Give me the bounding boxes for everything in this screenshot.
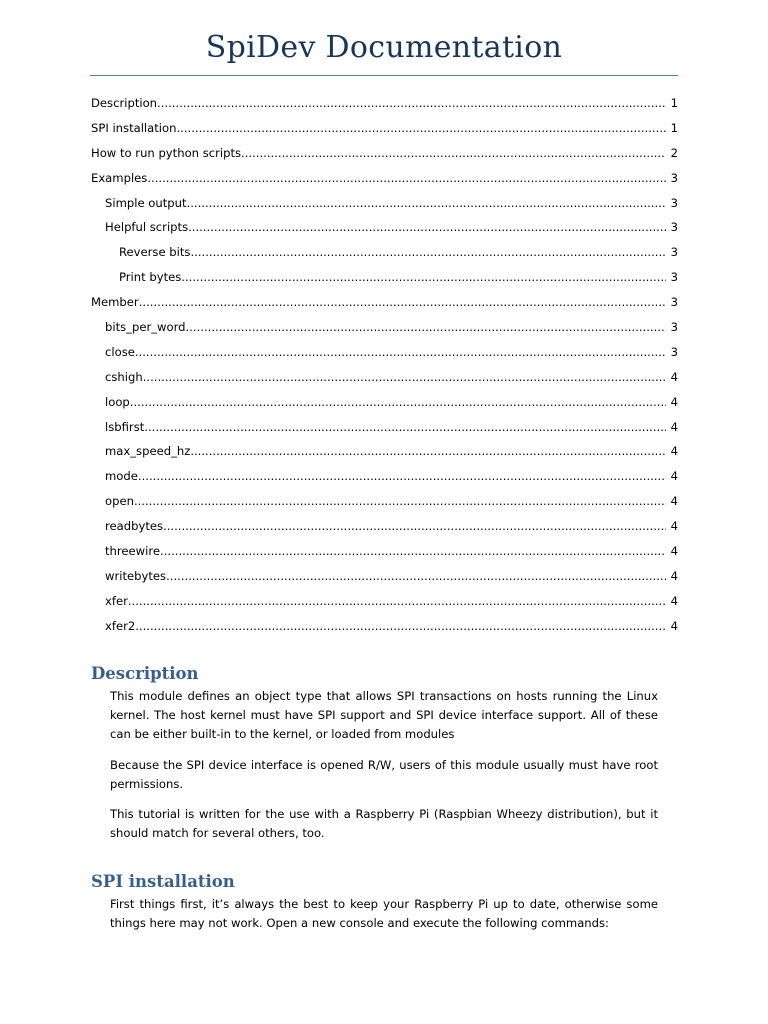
- toc-dot-leader: [144, 416, 666, 438]
- toc-entry-label: xfer: [105, 593, 128, 608]
- toc-entry-page-number: 4: [670, 369, 678, 384]
- toc-entry-xfer2[interactable]: [91, 615, 678, 640]
- toc-entry-simple-output[interactable]: [91, 192, 678, 217]
- toc-entry-page-number: 4: [670, 544, 678, 559]
- toc-entry-label: threewire: [105, 544, 161, 559]
- toc-entry-page-number: 3: [670, 295, 678, 310]
- toc-entry-page-number: 3: [670, 195, 678, 210]
- paragraph-spi-installation-1: First things first, it’s always the best to keep your Raspberry Pi up to date, otherwise some things here may not work. Open a new console and execute the following commands:: [110, 897, 658, 930]
- paragraph-description-1: This module defines an object type that allows SPI transactions on hosts running the Linux kernel. The host kernel must have SPI support and SPI device interface support. All of these can be either built-in to the kernel, or loaded from modules: [110, 689, 658, 741]
- toc-entry-label: mode: [105, 469, 138, 484]
- toc-entry-member[interactable]: [91, 291, 678, 316]
- toc-dot-leader: [188, 216, 666, 238]
- toc-dot-leader: [241, 142, 666, 164]
- toc-entry-page-number: 1: [670, 120, 678, 135]
- toc-entry-label: Examples: [91, 170, 148, 185]
- toc-entry-helpful-scripts[interactable]: [91, 216, 678, 241]
- toc-dot-leader: [135, 615, 666, 637]
- toc-entry-label: cshigh: [105, 369, 143, 384]
- toc-entry-page-number: 4: [670, 419, 678, 434]
- toc-entry-label: open: [105, 494, 134, 509]
- toc-dot-leader: [139, 291, 666, 313]
- toc-entry-page-number: 4: [670, 593, 678, 608]
- toc-entry-label: writebytes: [105, 568, 167, 583]
- toc-dot-leader: [157, 92, 666, 114]
- table-of-contents: [91, 92, 678, 640]
- toc-entry-label: Member: [91, 295, 139, 310]
- toc-entry-cshigh[interactable]: [91, 366, 678, 391]
- toc-entry-label: Helpful scripts: [105, 220, 189, 235]
- title-underline: [90, 75, 678, 76]
- toc-entry-label: readbytes: [105, 519, 164, 534]
- toc-entry-reverse-bits[interactable]: [91, 241, 678, 266]
- toc-dot-leader: [135, 341, 666, 363]
- toc-dot-leader: [176, 117, 666, 139]
- toc-entry-description[interactable]: [91, 92, 678, 117]
- toc-dot-leader: [186, 316, 666, 338]
- toc-entry-page-number: 2: [670, 145, 678, 160]
- toc-entry-label: max_speed_hz: [105, 444, 191, 459]
- toc-entry-open[interactable]: [91, 490, 678, 515]
- toc-dot-leader: [166, 565, 666, 587]
- toc-dot-leader: [128, 590, 666, 612]
- toc-entry-page-number: 4: [670, 494, 678, 509]
- toc-entry-label: bits_per_word: [105, 320, 186, 335]
- toc-entry-label: SPI installation: [91, 120, 177, 135]
- toc-entry-label: lsbfirst: [105, 419, 145, 434]
- toc-entry-page-number: 3: [670, 245, 678, 260]
- toc-entry-spi-installation[interactable]: [91, 117, 678, 142]
- toc-entry-label: How to run python scripts: [91, 145, 242, 160]
- toc-entry-page-number: 3: [670, 220, 678, 235]
- toc-dot-leader: [187, 192, 666, 214]
- toc-entry-close[interactable]: [91, 341, 678, 366]
- paragraph-description-3: This tutorial is written for the use with a Raspberry Pi (Raspbian Wheezy distribution), but it should match for several others, too.: [110, 807, 658, 840]
- toc-dot-leader: [138, 465, 666, 487]
- toc-entry-page-number: 3: [670, 344, 678, 359]
- toc-entry-mode[interactable]: [91, 465, 678, 490]
- toc-entry-label: Simple output: [105, 195, 187, 210]
- toc-entry-page-number: 4: [670, 444, 678, 459]
- paragraph-description-2: Because the SPI device interface is opened R/W, users of this module usually must have root permissions.: [110, 758, 658, 791]
- toc-entry-page-number: 3: [670, 170, 678, 185]
- toc-dot-leader: [163, 515, 666, 537]
- toc-entry-label: xfer2: [105, 618, 136, 633]
- toc-entry-page-number: 4: [670, 394, 678, 409]
- heading-spi-installation: SPI installation: [91, 872, 235, 891]
- toc-entry-page-number: 1: [670, 96, 678, 110]
- toc-dot-leader: [147, 167, 666, 189]
- toc-dot-leader: [130, 391, 666, 413]
- toc-dot-leader: [190, 440, 666, 462]
- toc-entry-page-number: 4: [670, 618, 678, 633]
- toc-entry-print-bytes[interactable]: [91, 266, 678, 291]
- toc-entry-how-to-run-python-scripts[interactable]: [91, 142, 678, 167]
- toc-entry-label: loop: [105, 394, 130, 409]
- toc-entry-lsbfirst[interactable]: [91, 416, 678, 441]
- toc-entry-bits-per-word[interactable]: [91, 316, 678, 341]
- toc-entry-page-number: 4: [670, 469, 678, 484]
- toc-dot-leader: [190, 241, 666, 263]
- toc-entry-label: Reverse bits: [119, 245, 191, 260]
- toc-entry-label: Print bytes: [119, 270, 182, 285]
- document-title: SpiDev Documentation: [205, 30, 563, 65]
- toc-dot-leader: [181, 266, 666, 288]
- toc-entry-page-number: 4: [670, 519, 678, 534]
- toc-entry-page-number: 4: [670, 568, 678, 583]
- toc-entry-label: Description: [91, 96, 158, 110]
- toc-entry-page-number: 3: [670, 320, 678, 335]
- toc-entry-loop[interactable]: [91, 391, 678, 416]
- toc-dot-leader: [143, 366, 666, 388]
- heading-description: Description: [91, 664, 199, 683]
- toc-dot-leader: [160, 540, 666, 562]
- toc-dot-leader: [134, 490, 666, 512]
- toc-entry-page-number: 3: [670, 270, 678, 285]
- toc-entry-examples[interactable]: [91, 167, 678, 192]
- toc-entry-writebytes[interactable]: [91, 565, 678, 590]
- toc-entry-threewire[interactable]: [91, 540, 678, 565]
- toc-entry-xfer[interactable]: [91, 590, 678, 615]
- toc-entry-label: close: [105, 344, 135, 359]
- toc-entry-max-speed-hz[interactable]: [91, 440, 678, 465]
- toc-entry-readbytes[interactable]: [91, 515, 678, 540]
